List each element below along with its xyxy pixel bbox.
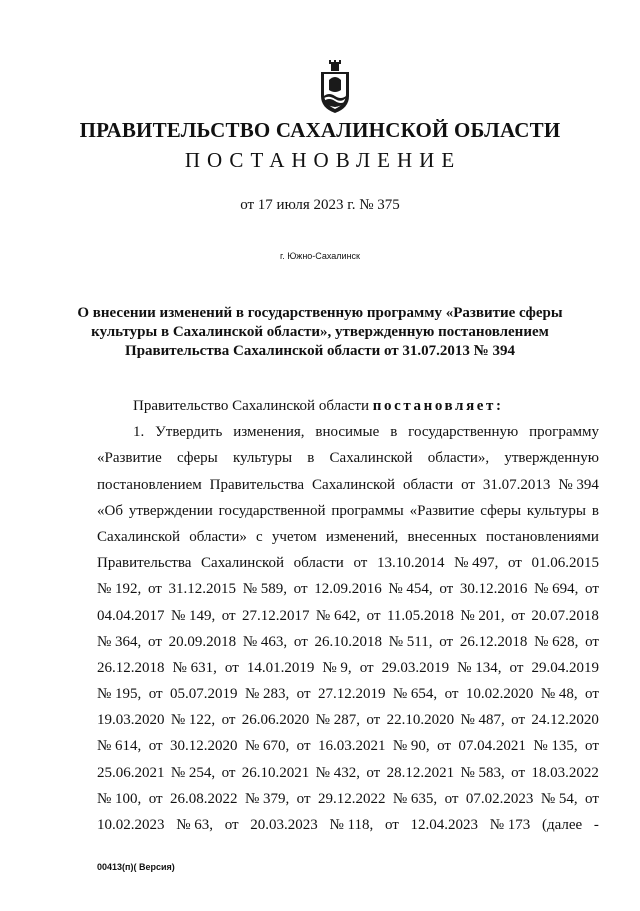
document-subject xyxy=(60,304,580,361)
subject-line: культуры в Сахалинской области», утвержденную постановлением xyxy=(91,324,549,340)
intro-line xyxy=(97,393,599,419)
date-and-number: от 17 июля 2023 г. № 375 xyxy=(240,197,400,213)
body-line: № 192, от 31.12.2015 № 589, от 12.09.2016 № 454, от 30.12.2016 № 694, от xyxy=(97,581,599,598)
body-line: № 100, от 26.08.2022 № 379, от 29.12.2022 № 635, от 07.02.2023 № 54, от xyxy=(97,790,599,807)
body-line: № 364, от 20.09.2018 № 463, от 26.10.2018 № 511, от 26.12.2018 № 628, от xyxy=(97,633,599,650)
body-line: Сахалинской области» с учетом изменений, внесенных постановлениями xyxy=(97,528,599,545)
body-line: 19.03.2020 № 122, от 26.06.2020 № 287, от 22.10.2020 № 487, от 24.12.2020 xyxy=(97,712,599,729)
body-line: № 614, от 30.12.2020 № 670, от 16.03.2021 № 90, от 07.04.2021 № 135, от xyxy=(97,738,599,755)
document-type: ПОСТАНОВЛЕНИЕ xyxy=(184,148,462,172)
footer-code: 00413(п)( Версия) xyxy=(97,862,175,872)
body-line: 1. Утвердить изменения, вносимые в государственную программу xyxy=(133,424,599,441)
body-line: «Об утверждении государственной программы «Развитие сферы культуры в xyxy=(97,502,599,519)
body-line: 26.12.2018 № 631, от 14.01.2019 № 9, от 29.03.2019 № 134, от 29.04.2019 xyxy=(97,659,599,676)
resolves-word: постановляет: xyxy=(372,398,504,414)
document-body xyxy=(97,393,599,838)
body-line: 25.06.2021 № 254, от 26.10.2021 № 432, от 28.12.2021 № 583, от 18.03.2022 xyxy=(97,764,599,781)
subject-line: О внесении изменений в государственную программу «Развитие сферы xyxy=(77,305,563,321)
body-line: 10.02.2023 № 63, от 20.03.2023 № 118, от 12.04.2023 № 173 (далее - xyxy=(97,817,599,833)
subject-line: Правительства Сахалинской области от 31.07.2013 № 394 xyxy=(125,343,515,359)
body-line: «Развитие сферы культуры в Сахалинской области», утвержденную xyxy=(97,450,599,467)
body-line: Правительства Сахалинской области от 13.10.2014 № 497, от 01.06.2015 xyxy=(97,555,599,572)
body-line: 04.04.2017 № 149, от 27.12.2017 № 642, от 11.05.2018 № 201, от 20.07.2018 xyxy=(97,607,599,624)
city: г. Южно-Сахалинск xyxy=(280,251,360,261)
sakhalin-coat-of-arms-icon xyxy=(318,60,352,114)
body-line: постановлением Правительства Сахалинской области от 31.07.2013 № 394 xyxy=(97,476,599,493)
body-line: № 195, от 05.07.2019 № 283, от 27.12.2019 № 654, от 10.02.2020 № 48, от xyxy=(97,686,599,703)
intro-text: Правительство Сахалинской области xyxy=(133,398,369,414)
organization-title: ПРАВИТЕЛЬСТВО САХАЛИНСКОЙ ОБЛАСТИ xyxy=(79,118,561,142)
